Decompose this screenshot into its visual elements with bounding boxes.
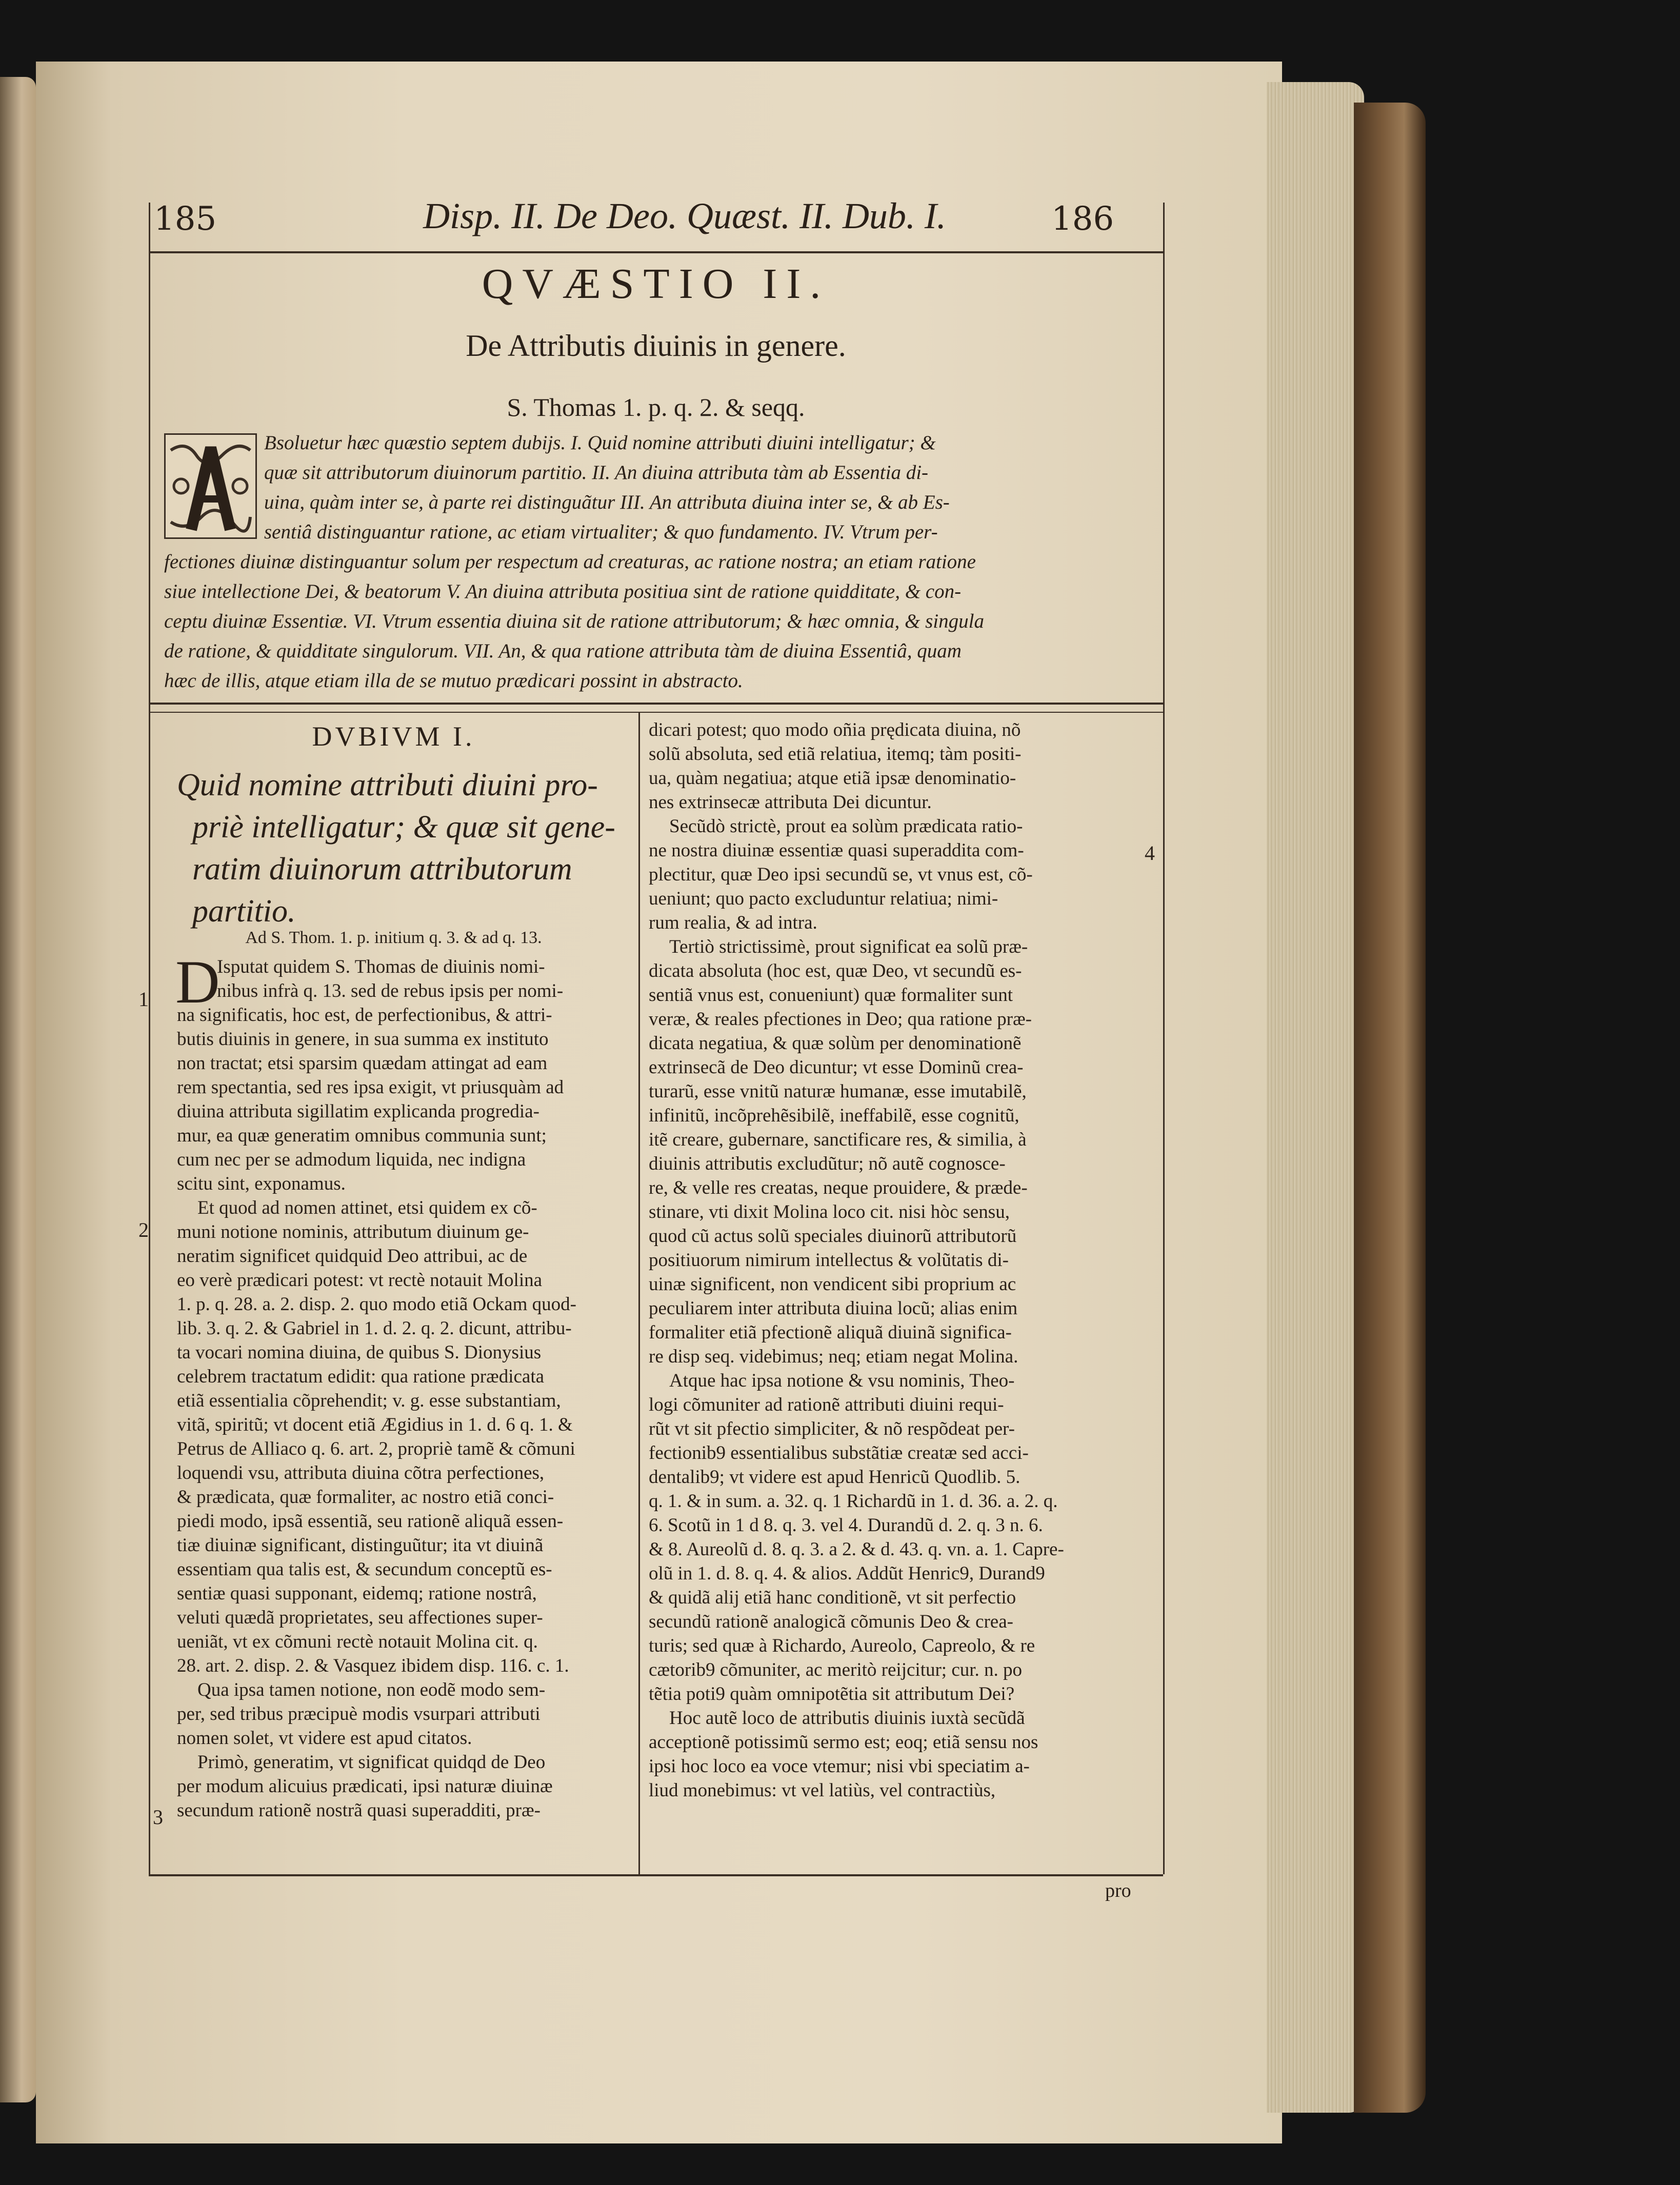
dubium-question-line: Quid nomine attributi diuini pro-	[177, 768, 598, 803]
text-line: ueniãt, vt ex cõmuni rectè notauit Molina cit. q.	[177, 1631, 538, 1652]
footer-rule	[149, 1874, 1163, 1876]
dubium-question-line: ratim diuinorum attributorum	[192, 852, 572, 887]
intro-line: uina, quàm inter se, à parte rei distinguãtur III. An attributa diuina inter se, & ab Es-	[264, 491, 950, 513]
text-line: logi cõmuniter ad rationẽ attributi diuini requi-	[649, 1394, 1004, 1415]
text-line: vitã, spiritũ; vt docent etiã Ægidius in 1. d. 6 q. 1. &	[177, 1414, 573, 1435]
text-line: dentalib9; vt videre est apud Henricũ Quodlib. 5.	[649, 1467, 1021, 1488]
text-line: Atque hac ipsa notione & vsu nominis, Theo-	[669, 1370, 1015, 1391]
text-line: eo verè prædicari potest: vt rectè notauit Molina	[177, 1270, 543, 1291]
text-line: nes extrinsecæ attributa Dei dicuntur.	[649, 792, 932, 813]
text-line: 6. Scotũ in 1 d 8. q. 3. vel 4. Durandũ d. 2. q. 3 n. 6.	[649, 1515, 1043, 1536]
text-line: per modum alicuius prædicati, ipsi naturæ diuinæ	[177, 1776, 553, 1797]
page-stack-edges	[1267, 82, 1364, 2113]
text-line: per, sed tribus præcipuè modis vsurpari attributi	[177, 1703, 541, 1725]
dubium-question-line: priè intelligatur; & quæ sit gene-	[192, 810, 615, 845]
text-line: plectitur, quæ Deo ipsi secundũ se, vt vnus est, cõ-	[649, 864, 1033, 885]
text-line: tiæ diuinæ significant, distinguũtur; ita vt diuinã	[177, 1535, 544, 1556]
text-line: loquendi vsu, attributa diuina cõtra perfectiones,	[177, 1462, 545, 1484]
text-line: positiuorum nimirum intellectus & volũtatis di-	[649, 1250, 1009, 1271]
text-line: sentiã vnus est, conueniunt) quæ formaliter sunt	[649, 985, 1013, 1006]
running-head: Disp. II. De Deo. Quæst. II. Dub. I.	[423, 195, 946, 236]
text-line: lib. 3. q. 2. & Gabriel in 1. d. 2. q. 2. dicunt, attribu-	[177, 1318, 572, 1339]
left-column	[175, 948, 633, 1822]
text-line: olũ in 1. d. 8. q. 4. & alios. Addũt Henric9, Durand9	[649, 1563, 1045, 1584]
text-line: rem spectantia, sed res ipsa exigit, vt priusquàm ad	[177, 1077, 564, 1098]
text-line: butis diuinis in genere, in sua summa ex instituto	[177, 1029, 549, 1050]
text-line: itẽ creare, gubernare, sanctificare res, & similia, à	[649, 1129, 1027, 1150]
text-line: uinæ significent, non vendicent sibi proprium ac	[649, 1274, 1016, 1295]
text-line: Et quod ad nomen attinet, etsi quidem ex cõ-	[197, 1197, 537, 1218]
text-line: fectionib9 essentialibus substãtiæ creatæ sed acci-	[649, 1442, 1029, 1464]
text-line: extrinsecã de Deo dicuntur; vt esse Dominũ crea-	[649, 1057, 1024, 1078]
ornament-initial-icon	[166, 435, 255, 537]
text-line: infinitũ, incõprehẽsibilẽ, ineffabilẽ, esse cognitũ,	[649, 1105, 1019, 1126]
text-line: cætorib9 cõmuniter, ac meritò reijcitur; cur. n. po	[649, 1659, 1023, 1680]
text-line: muni notione nominis, attributum diuinum ge-	[177, 1221, 529, 1242]
intro-line: de ratione, & quidditate singulorum. VII. An, & qua ratione attributa tàm de diuina Essentiâ, quam	[164, 640, 962, 662]
intro-line: Bsoluetur hæc quæstio septem dubijs. I. Quid nomine attributi diuini intelligatur; &	[264, 432, 936, 454]
text-line: stinare, vti dixit Molina loco cit. nisi hòc sensu,	[649, 1201, 1010, 1222]
text-line: re disp seq. videbimus; neq; etiam negat Molina.	[649, 1346, 1018, 1367]
text-line: secundũ rationẽ analogicã cõmunis Deo & crea-	[649, 1611, 1013, 1632]
dubium-question-line: partitio.	[192, 894, 296, 929]
text-line: Petrus de Alliaco q. 6. art. 2, propriè tamẽ & cõmuni	[177, 1438, 575, 1459]
text-line: & quidã alij etiã hanc conditionẽ, vt sit perfectio	[649, 1587, 1016, 1608]
section-rule-bottom	[149, 712, 1163, 713]
text-line: non tractat; etsi sparsim quædam attingat ad eam	[177, 1053, 548, 1074]
margin-number: 1	[138, 988, 149, 1011]
text-line: diuina attributa sigillatim explicanda progredia-	[177, 1101, 539, 1122]
text-line: tẽtia poti9 quàm omnipotẽtia sit attributum Dei?	[649, 1683, 1015, 1705]
text-line: & 8. Aureolũ d. 8. q. 3. a 2. & d. 43. q. vn. a. 1. Capre-	[649, 1539, 1064, 1560]
text-line: Secũdò strictè, prout ea solùm prædicata ratio-	[669, 816, 1023, 837]
text-line: acceptionẽ potissimũ sermo est; eoq; etiã sensu nos	[649, 1732, 1038, 1753]
text-line: nibus infrà q. 13. sed de rebus ipsis per nomi-	[217, 980, 564, 1001]
text-line: essentiam qua talis est, & secundum conceptũ es-	[177, 1559, 552, 1580]
page-number-right: 186	[1051, 200, 1114, 238]
text-line: veluti quædã proprietates, seu affectiones super-	[177, 1607, 543, 1628]
text-line: Hoc autẽ loco de attributis diuinis iuxtà secũdã	[669, 1708, 1025, 1729]
drop-initial-d: D	[175, 948, 220, 1016]
margin-number: 3	[153, 1806, 163, 1829]
text-line: rũt vt sit pfectio simpliciter, & nõ respõdeat per-	[649, 1418, 1015, 1439]
text-line: Primò, generatim, vt significat quidqd de Deo	[197, 1752, 546, 1773]
text-line: ipsi hoc loco ea voce vtemur; nisi vbi speciatim a-	[649, 1756, 1030, 1777]
text-line: neratim significet quidquid Deo attribui, ac de	[177, 1246, 528, 1267]
left-page-edge	[0, 77, 36, 2102]
text-line: scitu sint, exponamus.	[177, 1173, 346, 1194]
text-line: dicata absoluta (hoc est, quæ Deo, vt secundũ es-	[649, 960, 1022, 981]
text-line: mur, ea quæ generatim omnibus communia sunt;	[177, 1125, 547, 1146]
text-line: ua, quàm negatiua; atque etiã ipsæ denominatio-	[649, 768, 1016, 789]
section-rule-top	[149, 703, 1163, 705]
intro-line: siue intellectione Dei, & beatorum V. An diuina attributa positiua sint de ratione quidditate, & con-	[164, 580, 962, 603]
text-line: q. 1. & in sum. a. 32. q. 1 Richardũ in 1. d. 36. a. 2. q.	[649, 1491, 1058, 1512]
text-line: Qua ipsa tamen notione, non eodẽ modo sem-	[197, 1679, 546, 1700]
text-line: sentiæ quasi supponant, eidemq; ratione nostrâ,	[177, 1583, 537, 1604]
text-line: rum realia, & ad intra.	[649, 912, 817, 933]
intro-line: fectiones diuinæ distinguantur solum per respectum ad creaturas, ac ratione nostra; an etiam ratione	[164, 551, 976, 573]
text-line: solũ absoluta, sed etiã relatiua, itemq; tàm positi-	[649, 744, 1022, 765]
text-line: re, & velle res creatas, neque prouidere, & præde-	[649, 1177, 1028, 1198]
text-line: peculiarem inter attributa diuina locũ; alias enim	[649, 1298, 1018, 1319]
intro-line: hæc de illis, atque etiam illa de se mutuo prædicari possint in abstracto.	[164, 670, 743, 692]
text-line: etiã essentialia cõprehendit; v. g. esse substantiam,	[177, 1390, 561, 1411]
text-line: ne nostra diuinæ essentiæ quasi superaddita com-	[649, 840, 1024, 861]
text-line: ta vocari nomina diuina, de quibus S. Dionysius	[177, 1342, 542, 1363]
right-column	[649, 718, 1156, 1802]
text-line: quod cũ actus solũ speciales diuinorũ attributorũ	[649, 1226, 1017, 1247]
text-line: turarũ, esse vnitũ naturæ humanæ, esse imutabilẽ,	[649, 1081, 1027, 1102]
intro-line: quæ sit attributorum diuinorum partitio. II. An diuina attributa tàm ab Essentia di-	[264, 462, 929, 484]
intro-line: ceptu diuinæ Essentiæ. VI. Vtrum essentia diuina sit de ratione attributorum; & hæc omnia, & singula	[164, 610, 984, 632]
page-number-left: 185	[154, 200, 217, 238]
column-divider	[638, 713, 640, 1874]
question-subtitle: De Attributis diuinis in genere.	[466, 329, 846, 363]
catchword: pro	[1105, 1880, 1131, 1901]
text-line: veræ, & reales pfectiones in Deo; qua ratione præ-	[649, 1009, 1032, 1030]
text-line: liud monebimus: vt vel latiùs, vel contractiùs,	[649, 1780, 996, 1801]
intro-line: sentiâ distinguantur ratione, ac etiam virtualiter; & quo fundamento. IV. Vtrum per-	[264, 521, 938, 543]
margin-number: 4	[1145, 841, 1155, 865]
text-line: 1. p. q. 28. a. 2. disp. 2. quo modo etiã Ockam quod-	[177, 1294, 576, 1315]
text-line: turis; sed quæ à Richardo, Aureolo, Capreolo, & re	[649, 1635, 1035, 1656]
text-line: Isputat quidem S. Thomas de diuinis nomi-	[217, 956, 545, 977]
margin-number: 2	[138, 1218, 149, 1241]
text-line: ueniunt; quo pacto excluduntur relatiua; nimi-	[649, 888, 998, 909]
text-line: celebrem tractatum edidit: qua ratione prædicata	[177, 1366, 545, 1387]
text-line: & prædicata, quæ formaliter, ac nostro etiã conci-	[177, 1487, 554, 1508]
text-line: cum nec per se admodum liquida, nec indigna	[177, 1149, 526, 1170]
decorated-initial-a	[164, 433, 257, 539]
text-line: diuinis attributis excludũtur; nõ autẽ cognosce-	[649, 1153, 1006, 1174]
book-cover	[1354, 103, 1426, 2113]
dubium-title: DVBIVM I.	[312, 721, 475, 752]
header-rule	[149, 251, 1163, 253]
dubium-reference: Ad S. Thom. 1. p. initium q. 3. & ad q. 13.	[245, 928, 542, 947]
question-reference: S. Thomas 1. p. q. 2. & seqq.	[507, 393, 805, 422]
text-line: 28. art. 2. disp. 2. & Vasquez ibidem disp. 116. c. 1.	[177, 1655, 569, 1676]
text-line: dicari potest; quo modo oñia prędicata diuina, nõ	[649, 719, 1021, 740]
question-title: QVÆSTIO II.	[482, 260, 830, 308]
text-line: piedi modo, ipsã essentiã, seu rationẽ aliquã essen-	[177, 1511, 564, 1532]
text-line: secundum rationẽ nostrã quasi superadditi, præ-	[177, 1800, 541, 1821]
dubium-question	[177, 764, 638, 932]
text-line: formaliter etiã pfectionẽ aliquã diuinã significa-	[649, 1322, 1012, 1343]
text-line: nomen solet, vt videre est apud citatos.	[177, 1728, 472, 1749]
text-line: dicata negatiua, & quæ solùm per denominationẽ	[649, 1033, 1022, 1054]
text-line: Tertiò strictissimè, prout significat ea solũ præ-	[669, 936, 1028, 957]
intro-paragraph	[164, 428, 1154, 696]
text-line: na significatis, hoc est, de perfectionibus, & attri-	[177, 1005, 552, 1026]
